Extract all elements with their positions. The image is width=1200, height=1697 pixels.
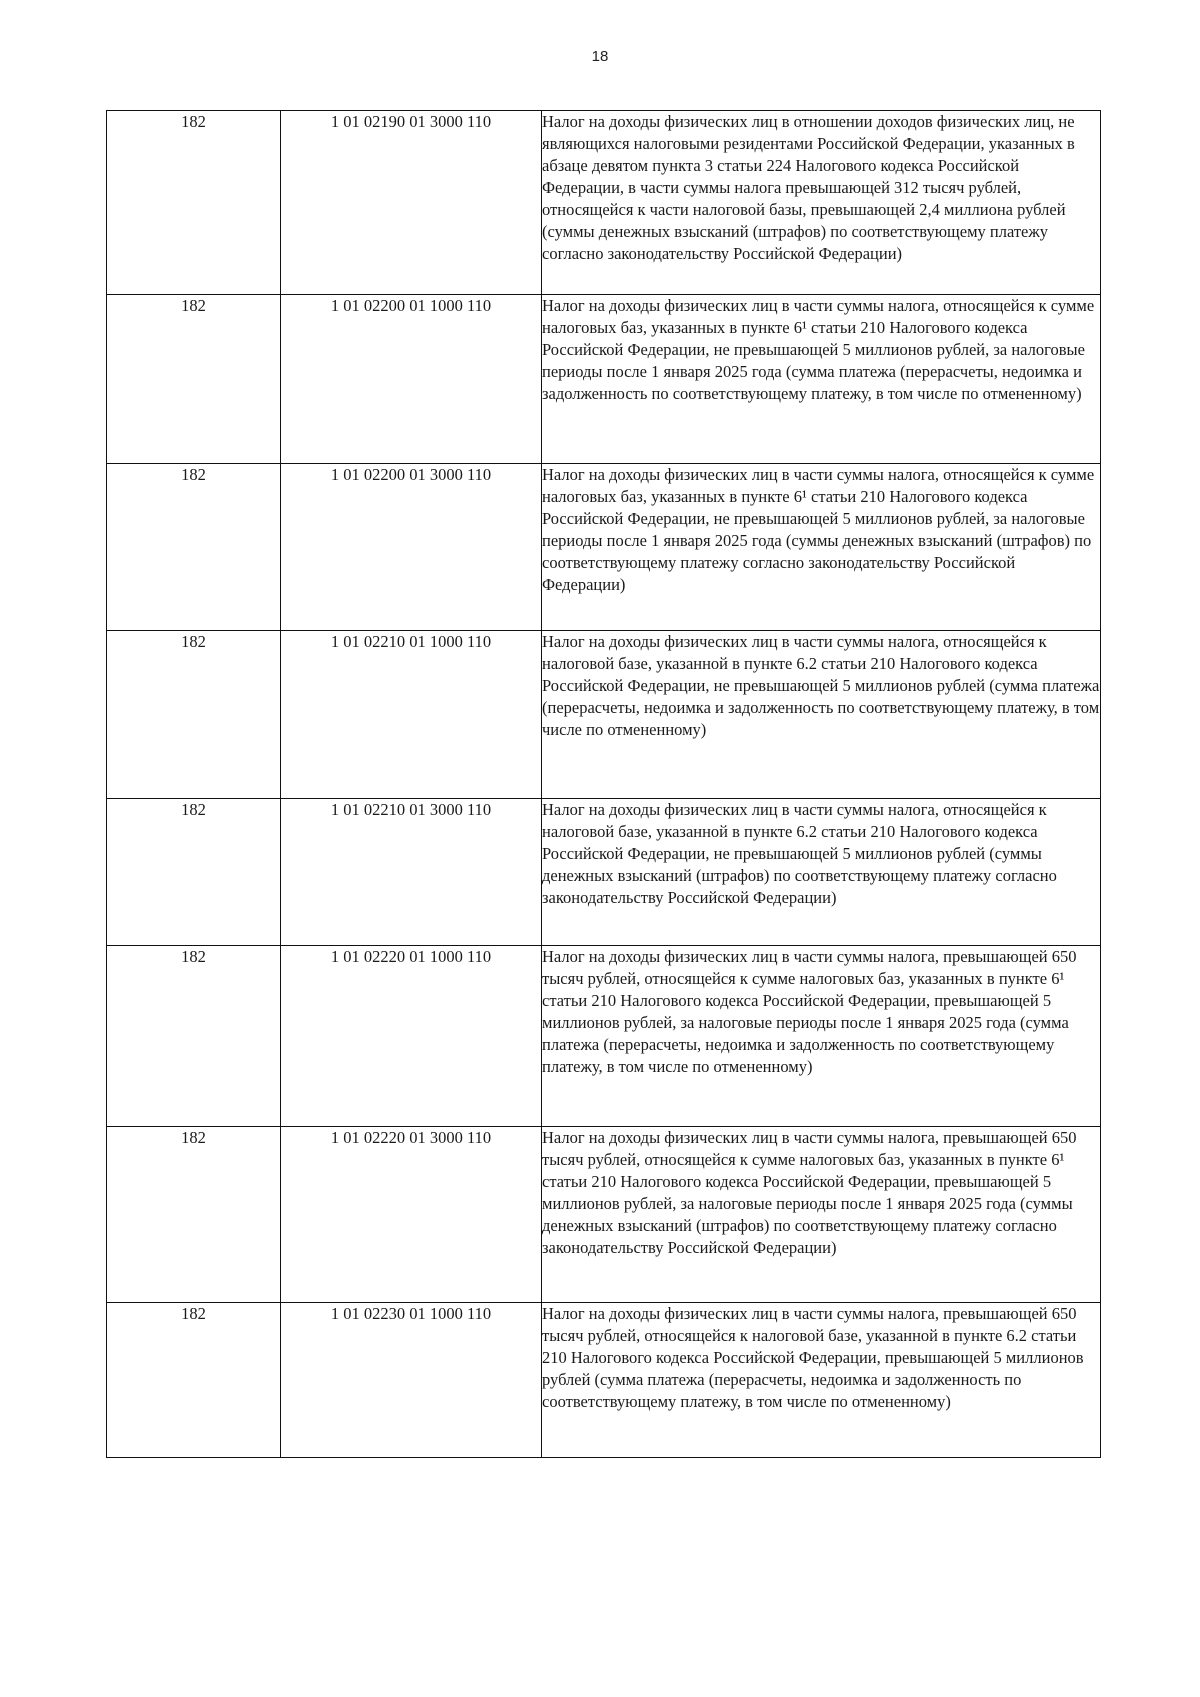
admin-code-cell: 182 — [107, 111, 281, 295]
page-number: 18 — [591, 48, 609, 65]
description-cell: Налог на доходы физических лиц в части суммы налога, относящейся к налоговой базе, указанной в пункте 6.2 статьи 210 Налогового кодекса Российской Федерации, не превышающей 5 миллионов рублей (сумма платежа (перерасчеты, недоимка и задолженность по соответствующему платежу, в том числе по отмененному) — [542, 631, 1101, 799]
classification-code-cell: 1 01 02200 01 1000 110 — [281, 295, 542, 464]
classification-code-cell: 1 01 02220 01 3000 110 — [281, 1127, 542, 1303]
admin-code-cell: 182 — [107, 631, 281, 799]
classification-code-cell: 1 01 02210 01 1000 110 — [281, 631, 542, 799]
table-row — [107, 631, 1101, 799]
classification-code-cell: 1 01 02230 01 1000 110 — [281, 1303, 542, 1458]
table-row — [107, 295, 1101, 464]
description-cell: Налог на доходы физических лиц в части суммы налога, превышающей 650 тысяч рублей, относящейся к сумме налоговых баз, указанных в пункте 6¹ статьи 210 Налогового кодекса Российской Федерации, превышающей 5 миллионов рублей, за налоговые периоды после 1 января 2025 года (суммы денежных взысканий (штрафов) по соответствующему платежу согласно законодательству Российской Федерации) — [542, 1127, 1101, 1303]
description-cell: Налог на доходы физических лиц в части суммы налога, относящейся к сумме налоговых баз, указанных в пункте 6¹ статьи 210 Налогового кодекса Российской Федерации, не превышающей 5 миллионов рублей, за налоговые периоды после 1 января 2025 года (сумма платежа (перерасчеты, недоимка и задолженность по соответствующему платежу, в том числе по отмененному) — [542, 295, 1101, 464]
table-row — [107, 946, 1101, 1127]
classification-code-cell: 1 01 02210 01 3000 110 — [281, 799, 542, 946]
table-row — [107, 799, 1101, 946]
description-cell: Налог на доходы физических лиц в части суммы налога, превышающей 650 тысяч рублей, относящейся к налоговой базе, указанной в пункте 6.2 статьи 210 Налогового кодекса Российской Федерации, превышающей 5 миллионов рублей (сумма платежа (перерасчеты, недоимка и задолженность по соответствующему платежу, в том числе по отмененному) — [542, 1303, 1101, 1458]
table-row — [107, 464, 1101, 631]
classification-code-cell: 1 01 02220 01 1000 110 — [281, 946, 542, 1127]
classification-code-cell: 1 01 02190 01 3000 110 — [281, 111, 542, 295]
description-cell: Налог на доходы физических лиц в отношении доходов физических лиц, не являющихся налоговыми резидентами Российской Федерации, указанных в абзаце девятом пункта 3 статьи 224 Налогового кодекса Российской Федерации, в части суммы налога превышающей 312 тысяч рублей, относящейся к части налоговой базы, превышающей 2,4 миллиона рублей (суммы денежных взысканий (штрафов) по соответствующему платежу согласно законодательству Российской Федерации) — [542, 111, 1101, 295]
table-row — [107, 1127, 1101, 1303]
description-cell: Налог на доходы физических лиц в части суммы налога, относящейся к налоговой базе, указанной в пункте 6.2 статьи 210 Налогового кодекса Российской Федерации, не превышающей 5 миллионов рублей (суммы денежных взысканий (штрафов) по соответствующему платежу согласно законодательству Российской Федерации) — [542, 799, 1101, 946]
table-row — [107, 111, 1101, 295]
budget-classification-table — [106, 110, 1101, 1458]
table-row — [107, 1303, 1101, 1458]
admin-code-cell: 182 — [107, 295, 281, 464]
description-cell: Налог на доходы физических лиц в части суммы налога, относящейся к сумме налоговых баз, указанных в пункте 6¹ статьи 210 Налогового кодекса Российской Федерации, не превышающей 5 миллионов рублей, за налоговые периоды после 1 января 2025 года (суммы денежных взысканий (штрафов) по соответствующему платежу согласно законодательству Российской Федерации) — [542, 464, 1101, 631]
admin-code-cell: 182 — [107, 1303, 281, 1458]
admin-code-cell: 182 — [107, 799, 281, 946]
admin-code-cell: 182 — [107, 946, 281, 1127]
admin-code-cell: 182 — [107, 464, 281, 631]
admin-code-cell: 182 — [107, 1127, 281, 1303]
classification-code-cell: 1 01 02200 01 3000 110 — [281, 464, 542, 631]
description-cell: Налог на доходы физических лиц в части суммы налога, превышающей 650 тысяч рублей, относящейся к сумме налоговых баз, указанных в пункте 6¹ статьи 210 Налогового кодекса Российской Федерации, превышающей 5 миллионов рублей, за налоговые периоды после 1 января 2025 года (сумма платежа (перерасчеты, недоимка и задолженность по соответствующему платежу, в том числе по отмененному) — [542, 946, 1101, 1127]
